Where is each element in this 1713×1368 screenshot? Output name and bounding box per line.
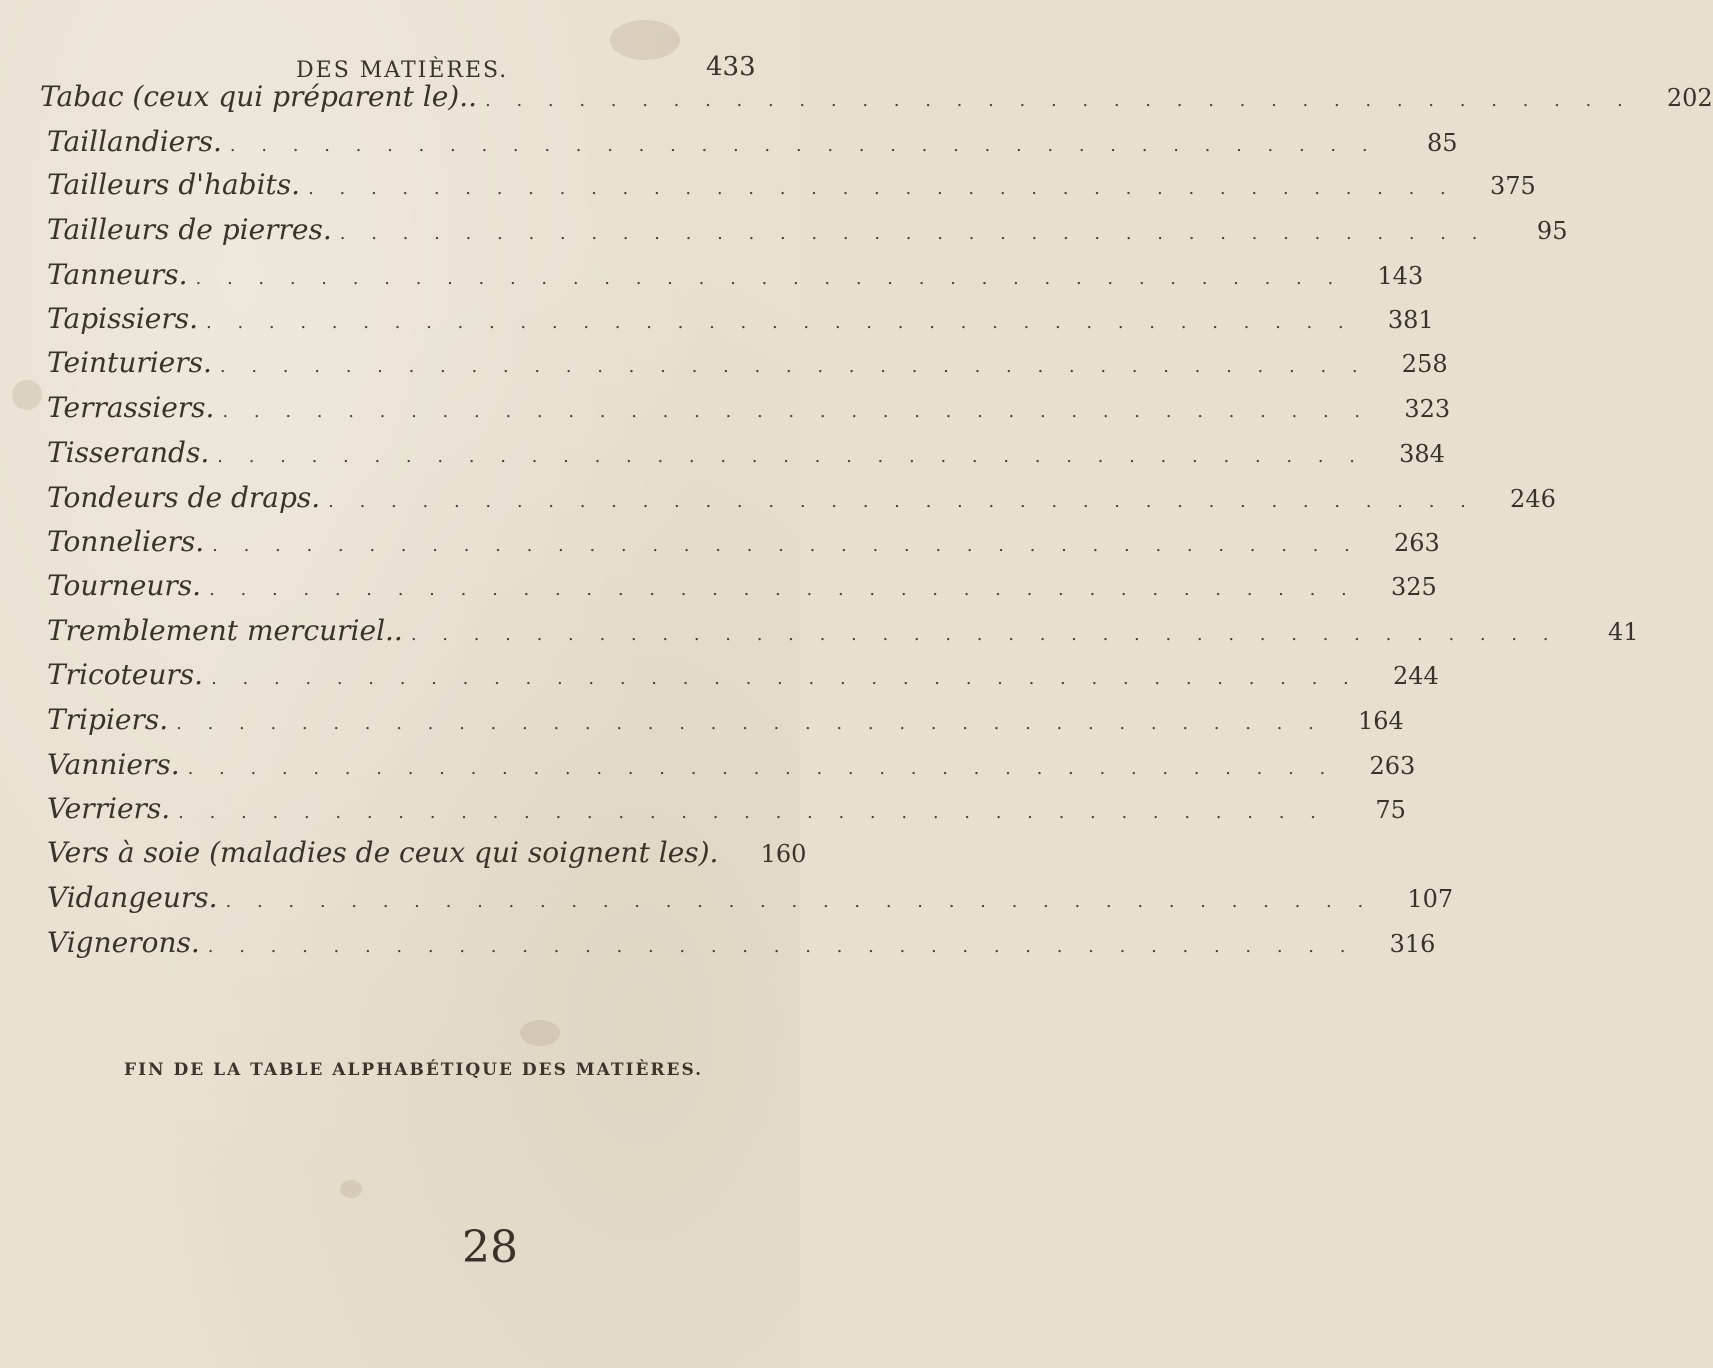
running-title: DES MATIÈRES. (296, 58, 509, 83)
entry-term: Tripiers. (47, 703, 169, 736)
entry-page: 384 (1399, 440, 1445, 468)
index-entry (47, 792, 1406, 832)
index-entry (47, 436, 1445, 476)
entry-page: 263 (1394, 529, 1440, 557)
dot-leader: . . . . . . . . . . . . . . . . . . . . . . . . . . . . . . . . . . . . . (339, 223, 1488, 244)
index-entry (47, 168, 1536, 208)
entry-term: Tremblement mercuriel.. (47, 614, 403, 647)
page-number: 433 (706, 52, 756, 82)
entry-page: 316 (1389, 930, 1436, 958)
dot-leader: . . . . . . . . . . . . . . . . . . . . . . . . . . . . . . . . . . . . . (222, 401, 1371, 422)
entry-term: Tabac (ceux qui préparent le).. (40, 80, 477, 113)
entry-page: 143 (1377, 262, 1424, 290)
entry-page: 325 (1390, 573, 1437, 601)
dot-leader: . . . . . . . . . . . . . . . . . . . . . . . . . . . . . . . . . . . . . (187, 758, 1336, 779)
dot-leader: . . . . . . . . . . . . . . . . . . . . . . . . . . . . . . . . . . . . . (212, 535, 1360, 556)
entry-term: Taillandiers. (47, 125, 222, 158)
entry-page: 202 (1666, 84, 1713, 112)
entry-page: 258 (1401, 350, 1448, 378)
dot-leader: . . . . . . . . . . . . . . . . . . . . . . . . . . . . . . . . . . . . . (206, 312, 1354, 333)
dot-leader: . . . . . . . . . . . . . . . . . . . . . . . . . . . . . . . . . . . . . (410, 624, 1559, 645)
closing-line: FIN DE LA TABLE ALPHABÉTIQUE DES MATIÈRES. (124, 1060, 704, 1080)
entry-term: Vanniers. (47, 748, 180, 781)
index-entry (47, 258, 1424, 298)
dot-leader: . . . . . . . . . . . . . . . . . . . . . . . . . . . . . . . . . . . . . (211, 668, 1359, 689)
entry-term: Tapissiers. (47, 302, 198, 335)
entry-term: Tricoteurs. (47, 658, 204, 691)
entry-term: Vidangeurs. (47, 881, 218, 914)
dot-leader: . . . . . . . . . . . . . . . . . . . . . . . . . . . . . . . . . . . . . (229, 135, 1378, 156)
entry-term: Terrassiers. (47, 391, 215, 424)
entry-term: Tourneurs. (47, 569, 202, 602)
entry-page: 164 (1358, 707, 1404, 735)
dot-leader: . . . . . . . . . . . . . . . . . . . . . . . . . . . . . . . . . . . . . (207, 936, 1356, 957)
entry-term: Tisserands. (47, 436, 210, 469)
entry-page: 160 (760, 840, 807, 868)
dot-leader: . . . . . . . . . . . . . . . . . . . . . . . . . . . . . . . . . . . . . (328, 491, 1476, 512)
index-entry (47, 881, 1454, 921)
index-entry (47, 525, 1440, 565)
index-entry (47, 748, 1416, 788)
entry-page: 381 (1387, 306, 1434, 334)
entry-page: 246 (1510, 485, 1556, 513)
dot-leader: . . . . . . . . . . . . . . . . . . . . . . . . . . . . . . . . . . . . . (176, 713, 1324, 734)
entry-page: 75 (1375, 796, 1406, 824)
signature-mark: 28 (462, 1222, 518, 1273)
index-entry (47, 569, 1437, 609)
entry-term: Tanneurs. (47, 258, 188, 291)
dot-leader: . . . . . . . . . . . . . . . . . . . . . . . . . . . . . . . . . . . . . (217, 446, 1365, 467)
entry-term: Tondeurs de draps. (47, 481, 321, 514)
entry-page: 107 (1407, 885, 1454, 913)
dot-leader: . . . . . . . . . . . . . . . . . . . . . . . . . . . . . . . . . . . . . (219, 356, 1368, 377)
entry-term: Tonneliers. (47, 525, 205, 558)
entry-page: 85 (1427, 129, 1458, 157)
entry-page: 323 (1404, 395, 1451, 423)
dot-leader: . . . . . . . . . . . . . . . . . . . . . . . . . . . . . . . . . . . . . (178, 802, 1326, 823)
dot-leader: . . . . . . . . . . . . . . . . . . . . . . . . . . . . . . . . . . . . . (308, 178, 1456, 199)
entry-term: Tailleurs d'habits. (47, 168, 301, 201)
paper-stain (610, 20, 680, 60)
index-entry (47, 926, 1436, 966)
dot-leader: . . . . . . . . . . . . . . . . . . . . . . . . . . . . . . . . . . . . . (209, 579, 1357, 600)
index-entry (40, 80, 1713, 120)
entry-page: 244 (1392, 662, 1439, 690)
paper-stain (12, 380, 42, 410)
entry-term: Vers à soie (maladies de ceux qui soignent les). (47, 836, 719, 869)
index-entry (47, 481, 1556, 521)
index-entry (47, 125, 1458, 165)
entry-page: 263 (1369, 752, 1416, 780)
index-entry (47, 658, 1439, 698)
dot-leader: . . . . . . . . . . . . . . . . . . . . . . . . . . . . . . . . . . . . . (195, 268, 1344, 289)
entry-page: 95 (1536, 217, 1568, 245)
dot-leader: . . . . . . . . . . . . . . . . . . . . . . . . . . . . . . . . . . . . . (225, 891, 1374, 912)
index-entry (47, 614, 1639, 654)
index-entry (47, 302, 1434, 342)
entry-term: Verriers. (47, 792, 171, 825)
entry-term: Vignerons. (47, 926, 200, 959)
paper-stain (340, 1180, 362, 1198)
entry-term: Tailleurs de pierres. (47, 213, 332, 246)
index-entry (47, 346, 1448, 386)
entry-page: 41 (1607, 618, 1639, 646)
dot-leader: . . . . . . . . . . . . . . . . . . . . . . . . . . . . . . . . . . . . . (485, 90, 1633, 111)
index-entry (47, 703, 1404, 743)
paper-stain (520, 1020, 560, 1046)
index-entry (47, 836, 807, 876)
entry-page: 375 (1489, 172, 1536, 200)
index-entry (47, 213, 1568, 253)
index-entry (47, 391, 1451, 431)
entry-term: Teinturiers. (47, 346, 212, 379)
